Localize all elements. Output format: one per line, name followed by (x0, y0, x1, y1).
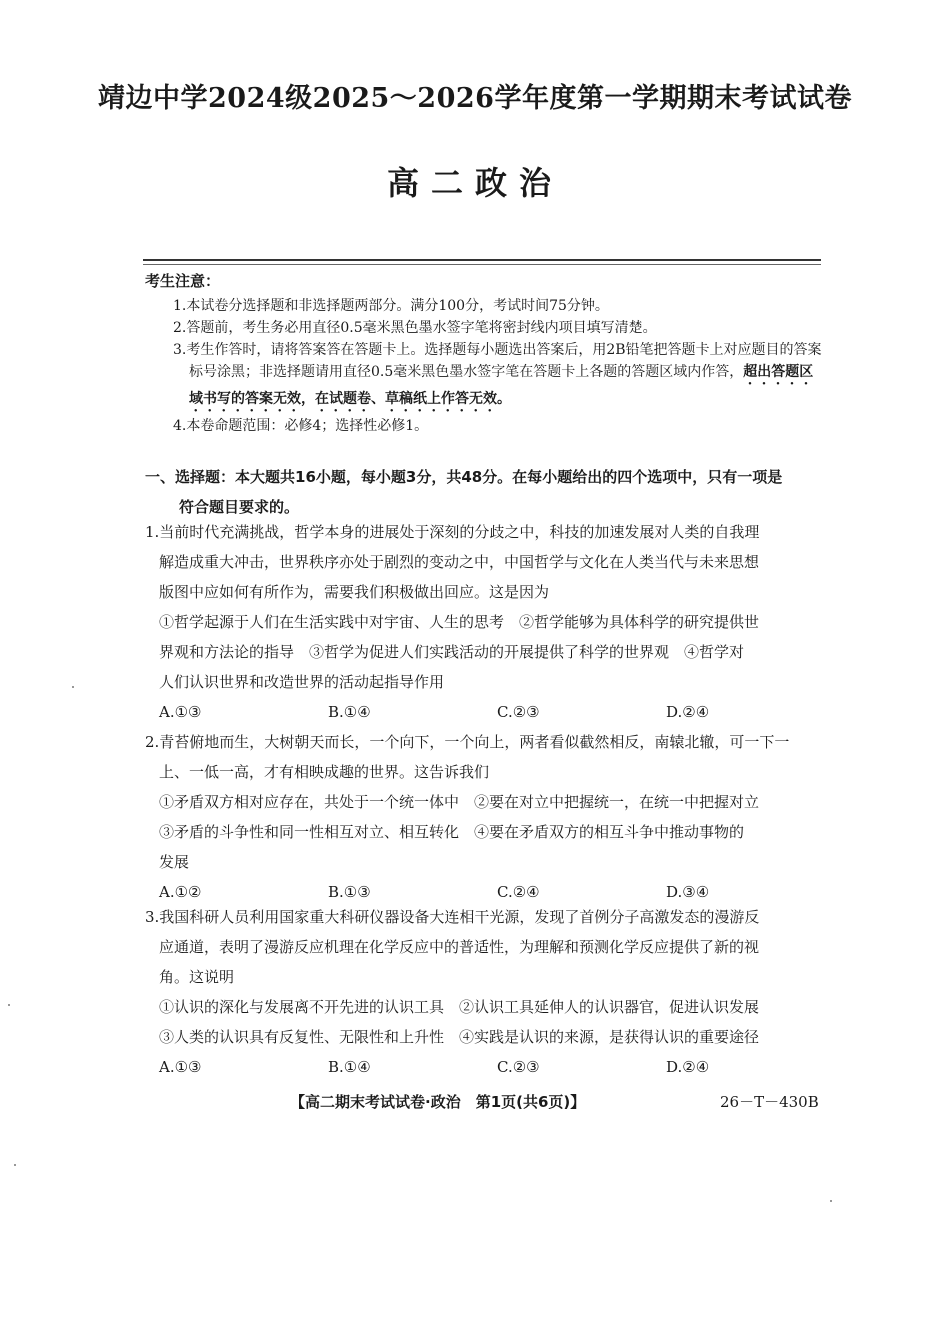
q3-choice-d: D.②④ (666, 1058, 710, 1076)
question-1 (145, 517, 835, 727)
q3-choices (145, 1052, 835, 1082)
q2-stem-line2: 上、一低一高，才有相映成趣的世界。这告诉我们 (159, 763, 490, 781)
notice-item-3 (161, 339, 825, 415)
q2-choice-b: B.①③ (328, 883, 371, 901)
q2-choice-c: C.②④ (497, 883, 540, 901)
q1-choice-a: A.①③ (159, 703, 202, 721)
q3-stem-line2: 应通道，表明了漫游反应机理在化学反应中的普适性，为理解和预测化学反应提供了新的视 (159, 938, 760, 956)
q2-choice-a: A.①② (159, 883, 202, 901)
q3-option-line2: ③人类的认识具有反复性、无限性和上升性 ④实践是认识的来源，是获得认识的重要途径 (159, 1028, 760, 1046)
scan-speck (8, 1004, 10, 1006)
scan-speck (14, 1164, 16, 1166)
notice-item-2: 2.答题前，考生务必用直径0.5毫米黑色墨水签字笔将密封线内项目填写清楚。 (173, 320, 657, 336)
q3-choice-b: B.①④ (328, 1058, 371, 1076)
q3-stem-line3: 角。这说明 (159, 968, 235, 986)
q2-option-line1: ①矛盾双方相对应存在，共处于一个统一体中 ②要在对立中把握统一，在统一中把握对立 (159, 793, 760, 811)
header-divider (143, 259, 821, 261)
q3-choice-c: C.②③ (497, 1058, 540, 1076)
q3-stem-line1: 3.我国科研人员利用国家重大科研仪器设备大连相干光源，发现了首例分子高激发态的漫游反 (145, 908, 760, 926)
question-3 (145, 902, 835, 1082)
q2-option-line2: ③矛盾的斗争性和同一性相互对立、相互转化 ④要在矛盾双方的相互斗争中推动事物的 (159, 823, 745, 841)
q1-option-line3: 人们认识世界和改造世界的活动起指导作用 (159, 673, 445, 691)
q1-stem-line1: 1.当前时代充满挑战，哲学本身的进展处于深刻的分歧之中，科技的加速发展对人类的自我理 (145, 523, 760, 541)
q3-choice-a: A.①③ (159, 1058, 202, 1076)
footer-code: 26－T－430B (720, 1093, 819, 1111)
q2-option-line3: 发展 (159, 853, 190, 871)
q1-choice-c: C.②③ (497, 703, 540, 721)
scan-speck (830, 1200, 832, 1202)
q1-stem-line3: 版图中应如何有所作为，需要我们积极做出回应。这是因为 (159, 583, 550, 601)
q1-option-line2: 界观和方法论的指导 ③哲学为促进人们实践活动的开展提供了科学的世界观 ④哲学对 (159, 643, 745, 661)
notice-item-1: 1.本试卷分选择题和非选择题两部分。满分100分，考试时间75分钟。 (173, 298, 609, 314)
section-heading-line1: 一、选择题：本大题共16小题，每小题3分，共48分。在每小题给出的四个选项中，只有一项是 (145, 468, 783, 486)
notice-title: 考生注意： (145, 272, 221, 290)
q1-choice-b: B.①④ (328, 703, 371, 721)
footer-page-info: 【高二期末考试试卷·政治 第1页(共6页)】 (290, 1093, 586, 1111)
section-heading-line2: 符合题目要求的。 (179, 498, 300, 516)
q1-option-line1: ①哲学起源于人们在生活实践中对宇宙、人生的思考 ②哲学能够为具体科学的研究提供世 (159, 613, 760, 631)
question-2 (145, 727, 835, 907)
q1-choice-d: D.②④ (666, 703, 710, 721)
exam-title: 靖边中学2024级2025～2026学年度第一学期期末考试试卷 (98, 83, 852, 114)
scan-speck (72, 686, 74, 688)
q1-stem-line2: 解造成重大冲击，世界秩序亦处于剧烈的变动之中，中国哲学与文化在人类当代与未来思想 (159, 553, 760, 571)
q2-choice-d: D.③④ (666, 883, 710, 901)
section-heading (145, 462, 835, 522)
q2-stem-line1: 2.青苔俯地而生，大树朝天而长，一个向下，一个向上，两者看似截然相反，南辕北辙，可一下一 (145, 733, 790, 751)
notice-item-3-text: 3.考生作答时，请将答案答在答题卡上。选择题每小题选出答案后，用2B铅笔把答题卡上对应题目的答案标号涂黑；非选择题请用直径0.5毫米黑色墨水签字笔在答题卡上各题的答题区域内作答， (173, 342, 822, 380)
notice-item-3-emphasis: 超出答题区域书写的答案无效，在试题卷、草稿纸上作答无效。 (189, 364, 814, 407)
q3-option-line1: ①认识的深化与发展离不开先进的认识工具 ②认识工具延伸人的认识器官，促进认识发展 (159, 998, 760, 1016)
subject-title: 高二政治 (386, 164, 563, 202)
notice-block (145, 270, 825, 437)
notice-item-4: 4.本卷命题范围：必修4；选择性必修1。 (173, 418, 429, 434)
q1-choices (145, 697, 835, 727)
header-divider-thin (143, 264, 821, 265)
